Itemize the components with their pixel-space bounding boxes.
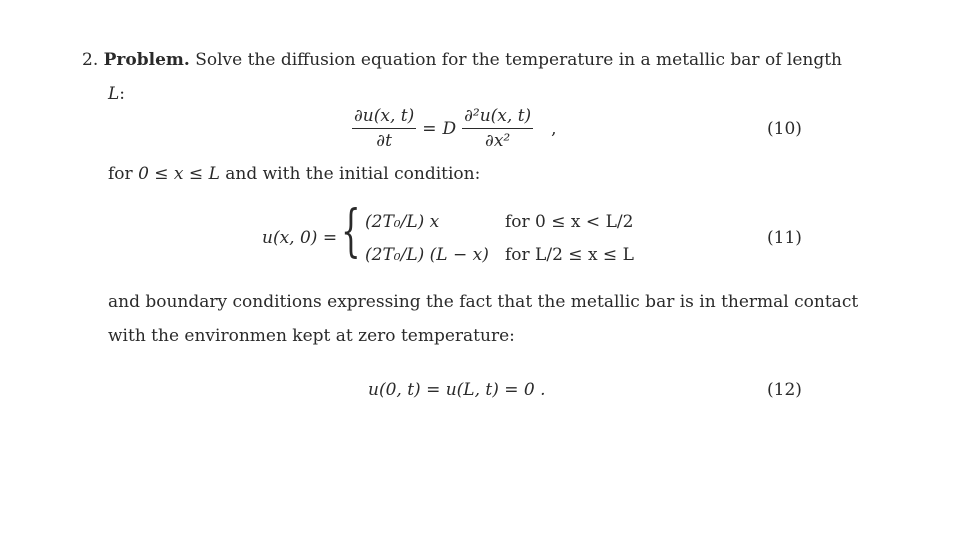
case2-condition: for L/2 ≤ x ≤ L bbox=[505, 245, 634, 265]
left-brace: { bbox=[341, 199, 361, 264]
diffusion-coefficient: D bbox=[442, 118, 457, 139]
equals-sign: = bbox=[422, 118, 437, 139]
problem-heading-line bbox=[82, 50, 842, 70]
problem-number: 2. bbox=[82, 50, 99, 70]
case1-condition: for 0 ≤ x < L/2 bbox=[505, 212, 634, 232]
rhs-denominator: ∂x² bbox=[485, 131, 511, 151]
equation-number-11: (11) bbox=[767, 228, 802, 248]
problem-intro-line2 bbox=[108, 84, 125, 104]
length-variable: L bbox=[108, 84, 120, 104]
problem-intro: Solve the diffusion equation for the temperature in a metallic bar of length bbox=[195, 50, 842, 70]
rhs-fraction bbox=[462, 106, 533, 151]
equation-number-10: (10) bbox=[767, 119, 802, 139]
initial-condition-lhs: u(x, 0) = bbox=[262, 228, 338, 248]
condition-prefix: for bbox=[108, 164, 139, 184]
rhs-numerator: ∂²u(x, t) bbox=[462, 106, 533, 129]
case1-expression: (2T₀/L) x bbox=[365, 212, 440, 232]
lhs-numerator: ∂u(x, t) bbox=[352, 106, 416, 129]
condition-range: 0 ≤ x ≤ L bbox=[138, 164, 220, 184]
lhs-fraction bbox=[352, 106, 416, 151]
equation-number-12: (12) bbox=[767, 380, 802, 400]
case2-expression: (2T₀/L) (L − x) bbox=[365, 245, 489, 265]
condition-line bbox=[108, 164, 480, 184]
problem-label: Problem. bbox=[103, 50, 190, 70]
lhs-denominator: ∂t bbox=[376, 131, 392, 151]
equation-10 bbox=[352, 106, 557, 151]
boundary-equation: u(0, t) = u(L, t) = 0 . bbox=[368, 380, 546, 400]
colon: : bbox=[119, 84, 126, 104]
trailing-comma: , bbox=[551, 118, 557, 139]
boundary-line-2: with the environmen kept at zero temperature: bbox=[108, 326, 515, 346]
boundary-line-1: and boundary conditions expressing the fact that the metallic bar is in thermal contact bbox=[108, 292, 859, 312]
condition-suffix: and with the initial condition: bbox=[219, 164, 481, 184]
